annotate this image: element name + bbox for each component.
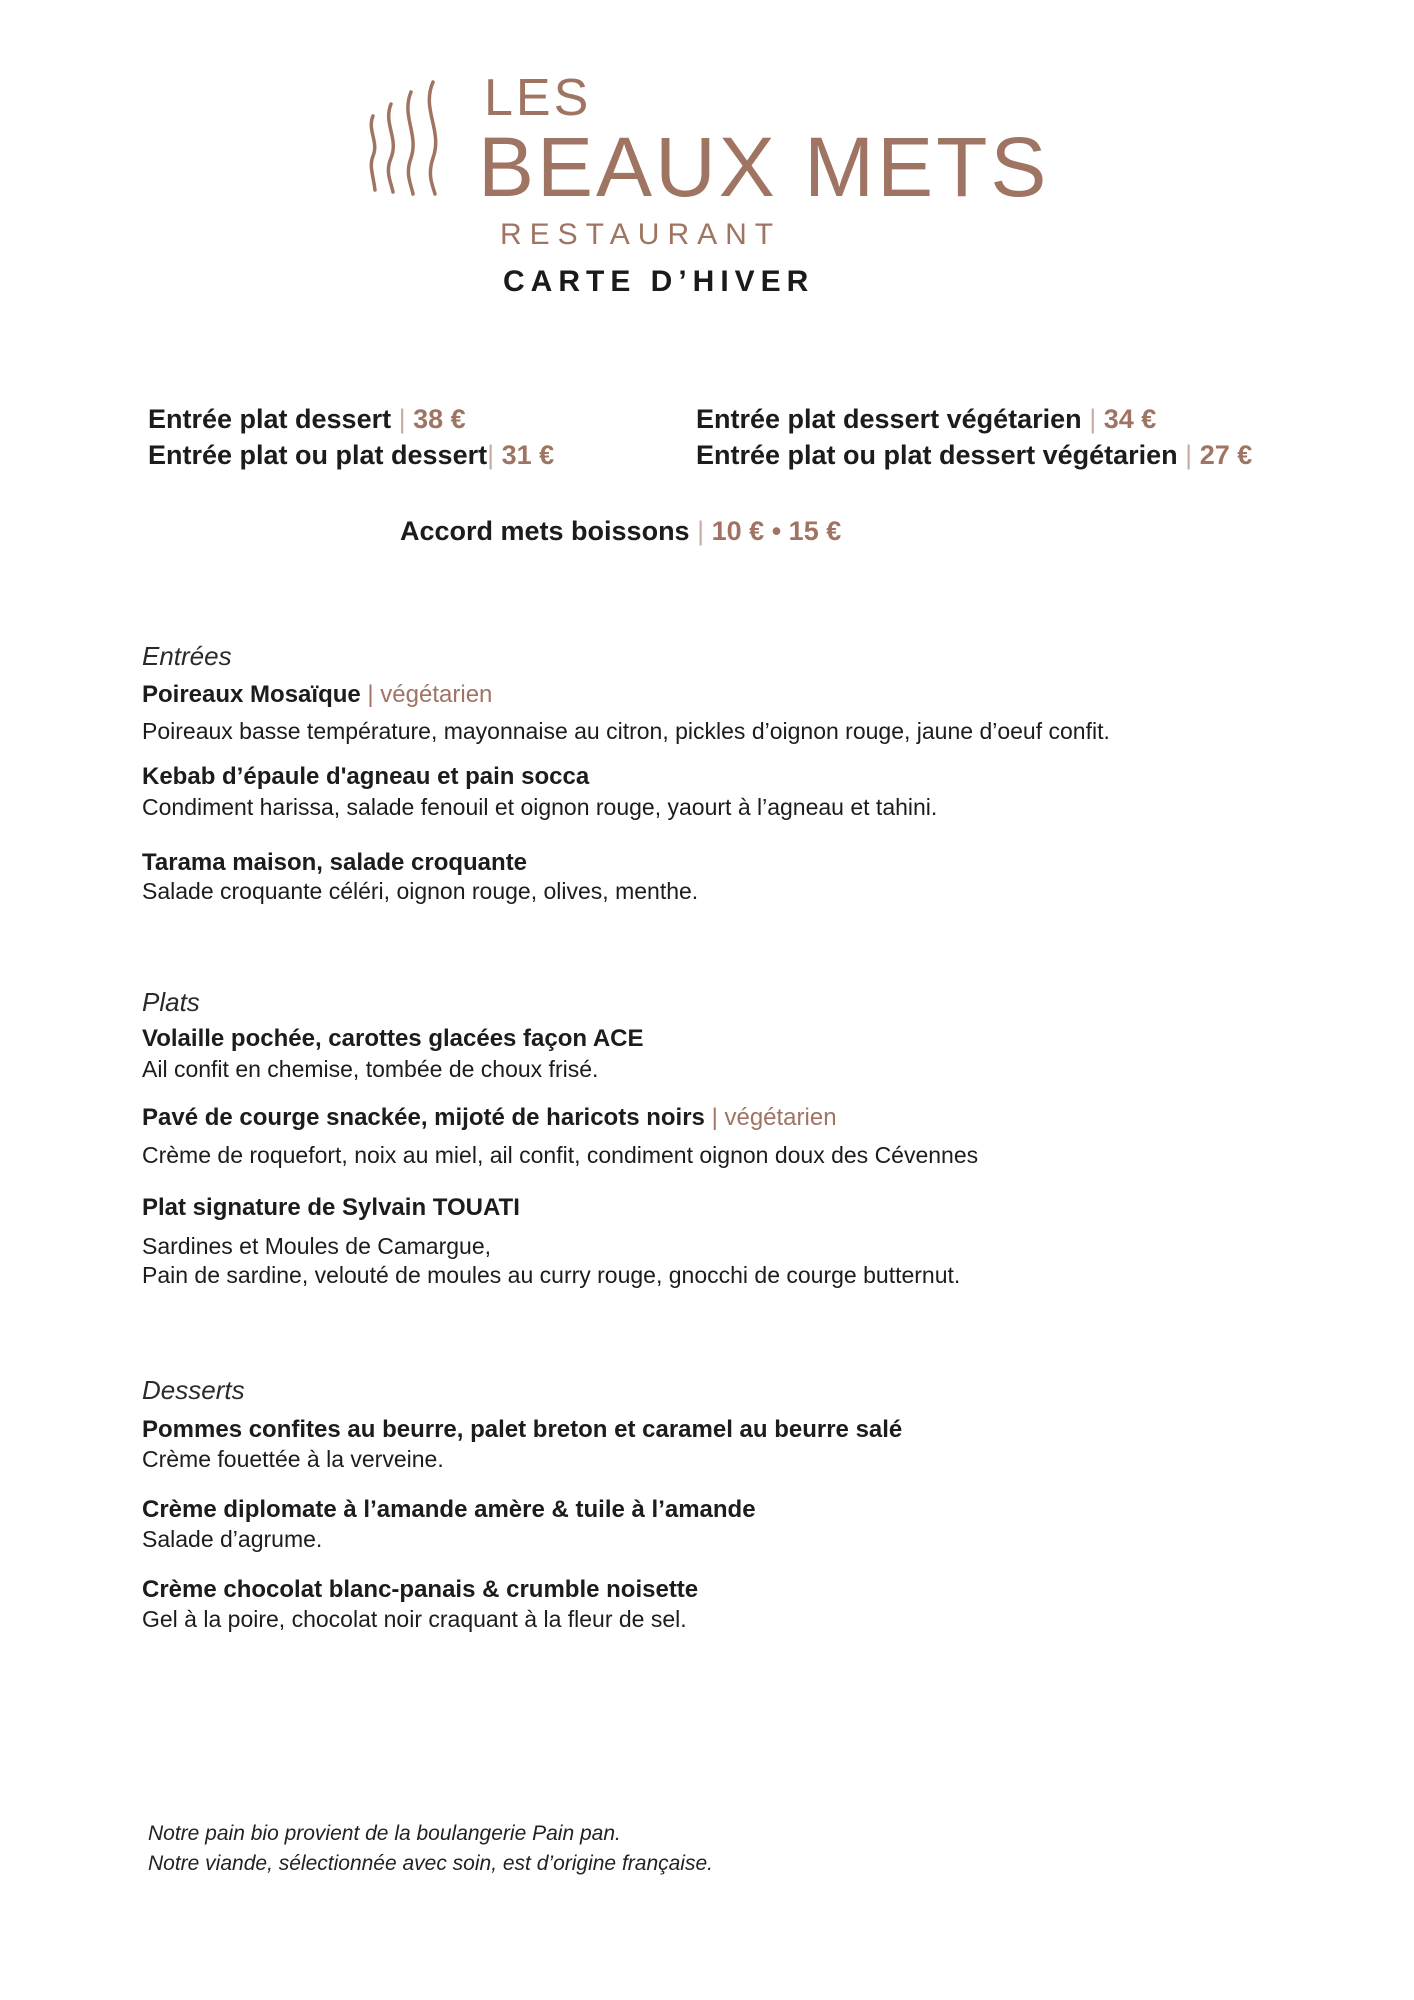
dish-description: Salade croquante céléri, oignon rouge, olives, menthe. [142, 878, 699, 904]
logo-subtitle: RESTAURANT [500, 218, 782, 251]
dish-description: Gel à la poire, chocolat noir craquant à la fleur de sel. [142, 1606, 687, 1632]
formula-price: Entrée plat dessert | 38 € [148, 404, 466, 434]
steam-waves-icon [365, 78, 461, 196]
dish-description: Salade d’agrume. [142, 1526, 323, 1552]
dish-name: Volaille pochée, carottes glacées façon ACE [142, 1025, 644, 1052]
dish-description: Condiment harissa, salade fenouil et oignon rouge, yaourt à l’agneau et tahini. [142, 794, 938, 820]
dish-name: Plat signature de Sylvain TOUATI [142, 1194, 520, 1221]
drink-pairing-price: Accord mets boissons | 10 € • 15 € [400, 516, 842, 546]
section-title-entrees: Entrées [142, 641, 232, 671]
dish-description: Sardines et Moules de Camargue, [142, 1233, 492, 1259]
dish-description: Crème fouettée à la verveine. [142, 1446, 444, 1472]
footer-note: Notre viande, sélectionnée avec soin, est d’origine française. [148, 1852, 713, 1875]
dish-description: Crème de roquefort, noix au miel, ail confit, condiment oignon doux des Cévennes [142, 1142, 979, 1168]
dish-name: Kebab d’épaule d'agneau et pain socca [142, 763, 590, 790]
dish-description: Poireaux basse température, mayonnaise au citron, pickles d’oignon rouge, jaune d’oeuf confit. [142, 718, 1110, 744]
section-title-desserts: Desserts [142, 1375, 245, 1405]
dish-name: Pommes confites au beurre, palet breton et caramel au beurre salé [142, 1416, 903, 1443]
dish-description: Pain de sardine, velouté de moules au curry rouge, gnocchi de courge butternut. [142, 1262, 961, 1288]
formula-price: Entrée plat dessert végétarien | 34 € [696, 404, 1157, 434]
dish-name: Tarama maison, salade croquante [142, 849, 528, 876]
footer-note: Notre pain bio provient de la boulangerie Pain pan. [148, 1822, 621, 1845]
dish-name: Crème diplomate à l’amande amère & tuile à l’amande [142, 1496, 756, 1523]
dish-name: Crème chocolat blanc-panais & crumble noisette [142, 1576, 699, 1603]
dish-name: Pavé de courge snackée, mijoté de haricots noirs | végétarien [142, 1104, 837, 1131]
dish-name: Poireaux Mosaïque | végétarien [142, 681, 493, 708]
logo-les: LES [484, 69, 592, 127]
dish-description: Ail confit en chemise, tombée de choux frisé. [142, 1056, 599, 1082]
section-title-plats: Plats [142, 987, 200, 1017]
formula-price: Entrée plat ou plat dessert| 31 € [148, 440, 555, 470]
menu-title: CARTE D’HIVER [503, 265, 815, 298]
logo-name: BEAUX METS [478, 120, 1050, 214]
formula-price: Entrée plat ou plat dessert végétarien | 27 € [696, 440, 1253, 470]
